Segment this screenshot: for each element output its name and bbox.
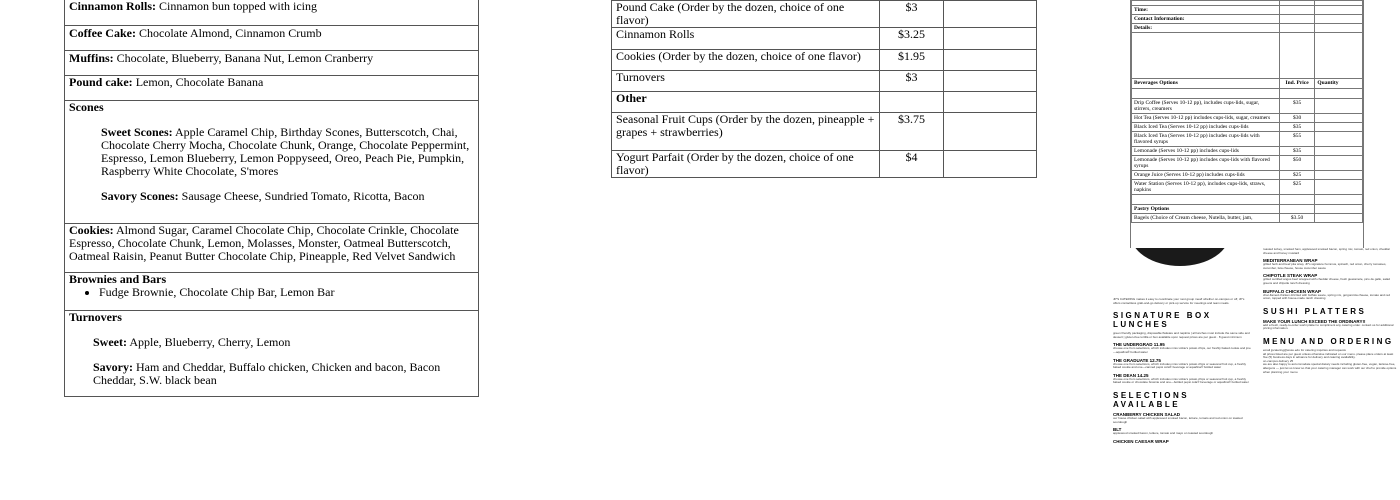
beverage-qty[interactable]: [1315, 147, 1363, 156]
info-value[interactable]: [1279, 15, 1315, 24]
pricing-row: [612, 151, 1037, 178]
beverages-header: Beverages Options: [1132, 79, 1280, 89]
info-row: [1132, 24, 1363, 33]
beverage-row: [1132, 132, 1363, 147]
jps-catering-logo: [1130, 248, 1230, 266]
quantity-cell[interactable]: [944, 28, 1037, 50]
beverage-qty[interactable]: [1315, 123, 1363, 132]
flyer-text: roasted turkey, smoked ham, applewood smoked bacon, spring mix, tomato, red onion, cheddar cheese and honey mustard: [1263, 248, 1391, 255]
beverage-desc: Water Station (Serves 10-12 pp), includes cups-lids, straws, napkins: [1132, 180, 1280, 195]
quantity-cell[interactable]: [944, 50, 1037, 71]
flyer-item-title: CHICKEN CAESAR WRAP: [1113, 438, 1169, 444]
brownies-heading: Brownies and Bars: [69, 272, 167, 286]
flyer-text: grilled herb and beef pita wrap, JP's signature hummus, spinach, red onion, cherry tomatoes, cucumber, feta cheese, house cucumber sauce: [1263, 262, 1387, 270]
beverage-row: [1132, 180, 1363, 195]
beverage-header-row: [1132, 79, 1363, 89]
flyer-item-title: MAKE YOUR LUNCH EXCEED THE ORDINARY!!: [1263, 318, 1366, 324]
beverage-price: $25: [1279, 180, 1315, 195]
pricing-item: Turnovers: [612, 71, 880, 92]
sweet-turnovers-text: Apple, Blueberry, Cherry, Lemon: [129, 335, 291, 349]
muffins-text: Chocolate, Blueberry, Banana Nut, Lemon Cranberry: [116, 51, 374, 65]
ind-price-header: Ind. Price: [1279, 79, 1315, 89]
savory-turnovers-block: [69, 361, 474, 387]
beverage-qty[interactable]: [1315, 132, 1363, 147]
savory-turnovers-label: Savory:: [93, 360, 133, 374]
catering-flyer: [1110, 248, 1400, 500]
info-row: [1132, 6, 1363, 15]
blank-cell: [1315, 205, 1363, 214]
blank-cell: [1315, 195, 1363, 205]
blank-cell: [1132, 195, 1280, 205]
pastry-row: [1132, 214, 1363, 223]
flyer-item-title: MEDITERRANEAN WRAP: [1263, 258, 1318, 264]
flyer-text: applewood smoked bacon, lettuce, tomato and mayo on toasted sourdough: [1113, 431, 1214, 436]
flyer-item-title: THE GRADUATE 12.75: [1113, 357, 1161, 363]
muffins-row: [65, 50, 478, 75]
flyer-text: email jpcatering@wusu.edu for catering inquiries and requests: [1263, 347, 1346, 352]
info-row: [1132, 15, 1363, 24]
beverage-row: [1132, 99, 1363, 114]
muffins-label: Muffins:: [69, 51, 114, 65]
pricing-item: Pound Cake (Order by the dozen, choice of one flavor): [612, 1, 880, 28]
pricing-section-row: [612, 92, 1037, 113]
beverage-desc: Black Iced Tea (Serves 10-12 pp) includes cups-lids: [1132, 123, 1280, 132]
spacer-row: [1132, 89, 1363, 99]
flyer-text: add a fresh, ready-to-order sushi platter to compliment any catering order. contact us for additional pricing information.: [1263, 322, 1394, 331]
flyer-text: on-campus delivery 25: [1263, 358, 1294, 363]
sweet-scones-text: Apple Caramel Chip, Birthday Scones, Butterscotch, Chai, Chocolate Cherry Mocha, Chocolate Chunk, Orange, Chocolate Peppermint, Espresso, Lemon Blueberry, Lemon Poppyseed, Oreo, Peach Pie, Pumpkin, Raspberry White Chocolate, S'mores: [101, 125, 470, 178]
beverage-qty[interactable]: [1315, 180, 1363, 195]
flyer-text: our house chicken salad with applewood smoked bacon, lettuce, tomato and red onion on toasted sourdough: [1113, 415, 1243, 424]
flyer-right-column: [1263, 248, 1398, 374]
blank-cell: [1315, 89, 1363, 99]
pricing-price: $3.75: [880, 113, 944, 151]
turnovers-heading: Turnovers: [69, 310, 122, 324]
blank-cell: [1315, 33, 1363, 79]
cinnamon-rolls-row: [65, 0, 478, 25]
beverage-row: [1132, 114, 1363, 123]
flyer-text: choose one from selections, which includes miss vickie's potato chips, our freshly baked cookie and jme—aquafina® bottled water: [1113, 346, 1251, 354]
pricing-table-body: [612, 1, 1037, 178]
pastry-header-row: [1132, 205, 1363, 214]
pricing-item: Yogurt Parfait (Order by the dozen, choice of one flavor): [612, 151, 880, 178]
blank-cell: [1279, 195, 1315, 205]
flyer-left-column: [1113, 298, 1251, 444]
beverage-qty[interactable]: [1315, 99, 1363, 114]
pricing-item: Cookies (Order by the dozen, choice of one flavor): [612, 50, 880, 71]
beverage-qty[interactable]: [1315, 171, 1363, 180]
beverage-price: $55: [1279, 132, 1315, 147]
catering-order-form: [1130, 0, 1364, 248]
pricing-item: Seasonal Fruit Cups (Order by the dozen, pineapple + grapes + strawberries): [612, 113, 880, 151]
beverage-qty[interactable]: [1315, 156, 1363, 171]
quantity-cell[interactable]: [944, 71, 1037, 92]
brownies-list: [69, 286, 474, 299]
info-label: Contact Information:: [1132, 15, 1280, 24]
pricing-price: $3.25: [880, 28, 944, 50]
coffee-cake-label: Coffee Cake:: [69, 26, 136, 40]
flyer-item-title: CRANBERRY CHICKEN SALAD: [1113, 411, 1181, 417]
flyer-text: char-flamed chicken drizzled with buffalo sauce, spring mix, gorgonzola cheese, tomato and red onion, topped with house-made ranch dressing: [1263, 292, 1391, 301]
pricing-row: [612, 1, 1037, 28]
pricing-row: [612, 50, 1037, 71]
flyer-item-title: THE UNDERGRAD 11.95: [1113, 342, 1165, 348]
beverage-row: [1132, 156, 1363, 171]
info-label: Time:: [1132, 6, 1280, 15]
flyer-item-title: THE DEAN 14.25: [1113, 372, 1149, 378]
pricing-price: $3: [880, 1, 944, 28]
beverage-price: $35: [1279, 147, 1315, 156]
blank-cell: [1132, 33, 1280, 79]
sweet-scones-label: Sweet Scones:: [101, 125, 173, 139]
flyer-text: all prices listed are per guest unless otherwise indicated on our menu. please place orders at least five (5) business days in advance for delivery and catering availability.: [1263, 351, 1394, 360]
beverage-desc: Lemonade (Serves 10-12 pp) includes cups-lids with flavored syrups: [1132, 156, 1280, 171]
beverage-price: $30: [1279, 114, 1315, 123]
flyer-section-title: SUSHI PLATTERS: [1263, 306, 1367, 316]
order-form-table: [1131, 0, 1363, 223]
pound-cake-row: [65, 75, 478, 100]
pastry-desc: Bagels (Choice of Cream cheese, Nutella, butter, jam,: [1132, 214, 1280, 223]
pricing-price: [880, 92, 944, 113]
spacer-row: [1132, 33, 1363, 79]
savory-scones-block: [69, 190, 474, 203]
cookies-text: Almond Sugar, Caramel Chocolate Chip, Chocolate Crinkle, Chocolate Espresso, Chocolate Chunk, Lemon, Molasses, Monster, Oatmeal Butterscotch, Oatmeal Raisin, Peanut Butter Chocolate Chip, Pineapple, Red Velvet Sandwich: [69, 223, 459, 263]
beverage-desc: Lemonade (Serves 10-12 pp) includes cups-lids: [1132, 147, 1280, 156]
pastry-qty[interactable]: [1315, 214, 1363, 223]
info-value[interactable]: [1279, 24, 1315, 33]
flyer-text: we are also happy to accommodate special dietary needs including gluten-free, vegan, lactose-free, allergens — just let us know so that your catering manager can work with our chef to provide options when planning your menu.: [1263, 362, 1397, 374]
savory-scones-text: Sausage Cheese, Sundried Tomato, Ricotta, Bacon: [181, 189, 425, 203]
cookies-row: [65, 223, 478, 272]
pricing-row: [612, 28, 1037, 50]
flyer-text: grilled certified angus beef wrapped with cheddar cheese, fresh guacamole, pico de gallo, salad greens and chipotle ranch dressing: [1263, 277, 1390, 285]
beverage-price: $25: [1279, 171, 1315, 180]
cookies-label: Cookies:: [69, 223, 114, 237]
flyer-item-title: BUFFALO CHICKEN WRAP: [1263, 288, 1321, 294]
info-value[interactable]: [1279, 6, 1315, 15]
info-label: Details:: [1132, 24, 1280, 33]
coffee-cake-text: Chocolate Almond, Cinnamon Crumb: [138, 26, 322, 40]
beverage-qty[interactable]: [1315, 114, 1363, 123]
info-value[interactable]: [1315, 6, 1363, 15]
info-value[interactable]: [1315, 15, 1363, 24]
info-value[interactable]: [1315, 24, 1363, 33]
scones-row: [65, 100, 478, 223]
flyer-item-title: CHIPOTLE STEAK WRAP: [1263, 273, 1318, 279]
pricing-section-heading: Other: [612, 92, 880, 113]
quantity-cell[interactable]: [944, 1, 1037, 28]
flyer-section-title: SELECTIONS AVAILABLE: [1113, 390, 1190, 409]
pricing-table: [611, 0, 1037, 178]
brownies-item: • Fudge Brownie, Chocolate Chip Bar, Lemon Bar: [99, 286, 474, 299]
flyer-text: JP'S CATERING makes it easy to coordinate your next group meal! whether on-campus or off, JP's offers contactless grab-and-go delivery or pick-up service for meetings and team meals.: [1113, 297, 1245, 305]
blank-cell: [1132, 89, 1280, 99]
flyer-text: green friendly packaging, disposable flatware and napkins | all lunches must include the same side and dessert | gluten-free tortilla or bun available upon request prices are per guest · 8 guest minimum: [1113, 331, 1250, 339]
savory-turnovers-text: Ham and Cheddar, Buffalo chicken, Chicken and bacon, Bacon Cheddar, S.W. black bean: [93, 360, 441, 387]
sweet-turnovers-label: Sweet:: [93, 335, 127, 349]
pound-cake-text: Lemon, Chocolate Banana: [135, 75, 264, 89]
quantity-cell[interactable]: [944, 113, 1037, 151]
logo-text: CATERING: [1168, 272, 1197, 277]
turnovers-row: [65, 310, 478, 396]
bakery-menu-table: [64, 0, 479, 397]
flyer-text: choose one from selections, which includes miss vickie's potato chips or seasonal fruit cup, a freshly baked cookie and one—canned pepsi cola® beverage or aquafina® bottled water: [1113, 361, 1246, 370]
beverage-row: [1132, 123, 1363, 132]
beverage-row: [1132, 147, 1363, 156]
beverage-row: [1132, 171, 1363, 180]
beverage-price: $35: [1279, 123, 1315, 132]
pricing-row: [612, 71, 1037, 92]
sweet-turnovers-block: [69, 336, 474, 349]
quantity-header: Quantity: [1315, 79, 1363, 89]
quantity-cell[interactable]: [944, 92, 1037, 113]
brownies-row: [65, 272, 478, 310]
coffee-cake-row: [65, 25, 478, 50]
blank-cell: [1279, 205, 1315, 214]
pastry-header: Pastry Options: [1132, 205, 1280, 214]
quantity-cell[interactable]: [944, 151, 1037, 178]
cinnamon-rolls-text: Cinnamon bun topped with icing: [159, 0, 318, 13]
pricing-price: $3: [880, 71, 944, 92]
pricing-price: $4: [880, 151, 944, 178]
beverage-desc: Orange Juice (Serves 10-12 pp) includes cups-lids: [1132, 171, 1280, 180]
beverage-desc: Hot Tea (Serves 10-12 pp) includes cups-lids, sugar, creamers: [1132, 114, 1280, 123]
pastry-price: $3.50: [1279, 214, 1315, 223]
spacer-row: [1132, 195, 1363, 205]
pricing-price: $1.95: [880, 50, 944, 71]
beverage-desc: Black Iced Tea (Serves 10-12 pp) includes cups-lids with flavored syrups: [1132, 132, 1280, 147]
pricing-item: Cinnamon Rolls: [612, 28, 880, 50]
blank-cell: [1279, 33, 1315, 79]
beverage-price: $50: [1279, 156, 1315, 171]
flyer-section-title: MENU AND ORDERING: [1263, 336, 1394, 346]
cinnamon-rolls-label: Cinnamon Rolls:: [69, 0, 157, 13]
savory-scones-label: Savory Scones:: [101, 189, 179, 203]
sweet-scones-block: [69, 126, 474, 178]
beverage-desc: Drip Coffee (Serves 10-12 pp), includes cups-lids, sugar, stirrers, creamers: [1132, 99, 1280, 114]
flyer-item-title: BLT: [1113, 427, 1122, 433]
blank-cell: [1279, 89, 1315, 99]
pound-cake-label: Pound cake:: [69, 75, 133, 89]
scones-heading: Scones: [69, 100, 104, 114]
pricing-row: [612, 113, 1037, 151]
order-form-body: [1132, 1, 1363, 223]
flyer-text: choose one from selections, which includes miss vickie's potato chips or seasonal fruit cup, a freshly baked cookie or chocolate brownie and one—bottled pepsi cola® beverage or aquafina® bottled water: [1113, 376, 1249, 385]
beverage-price: $35: [1279, 99, 1315, 114]
flyer-section-title: SIGNATURE BOX LUNCHES: [1113, 311, 1212, 330]
